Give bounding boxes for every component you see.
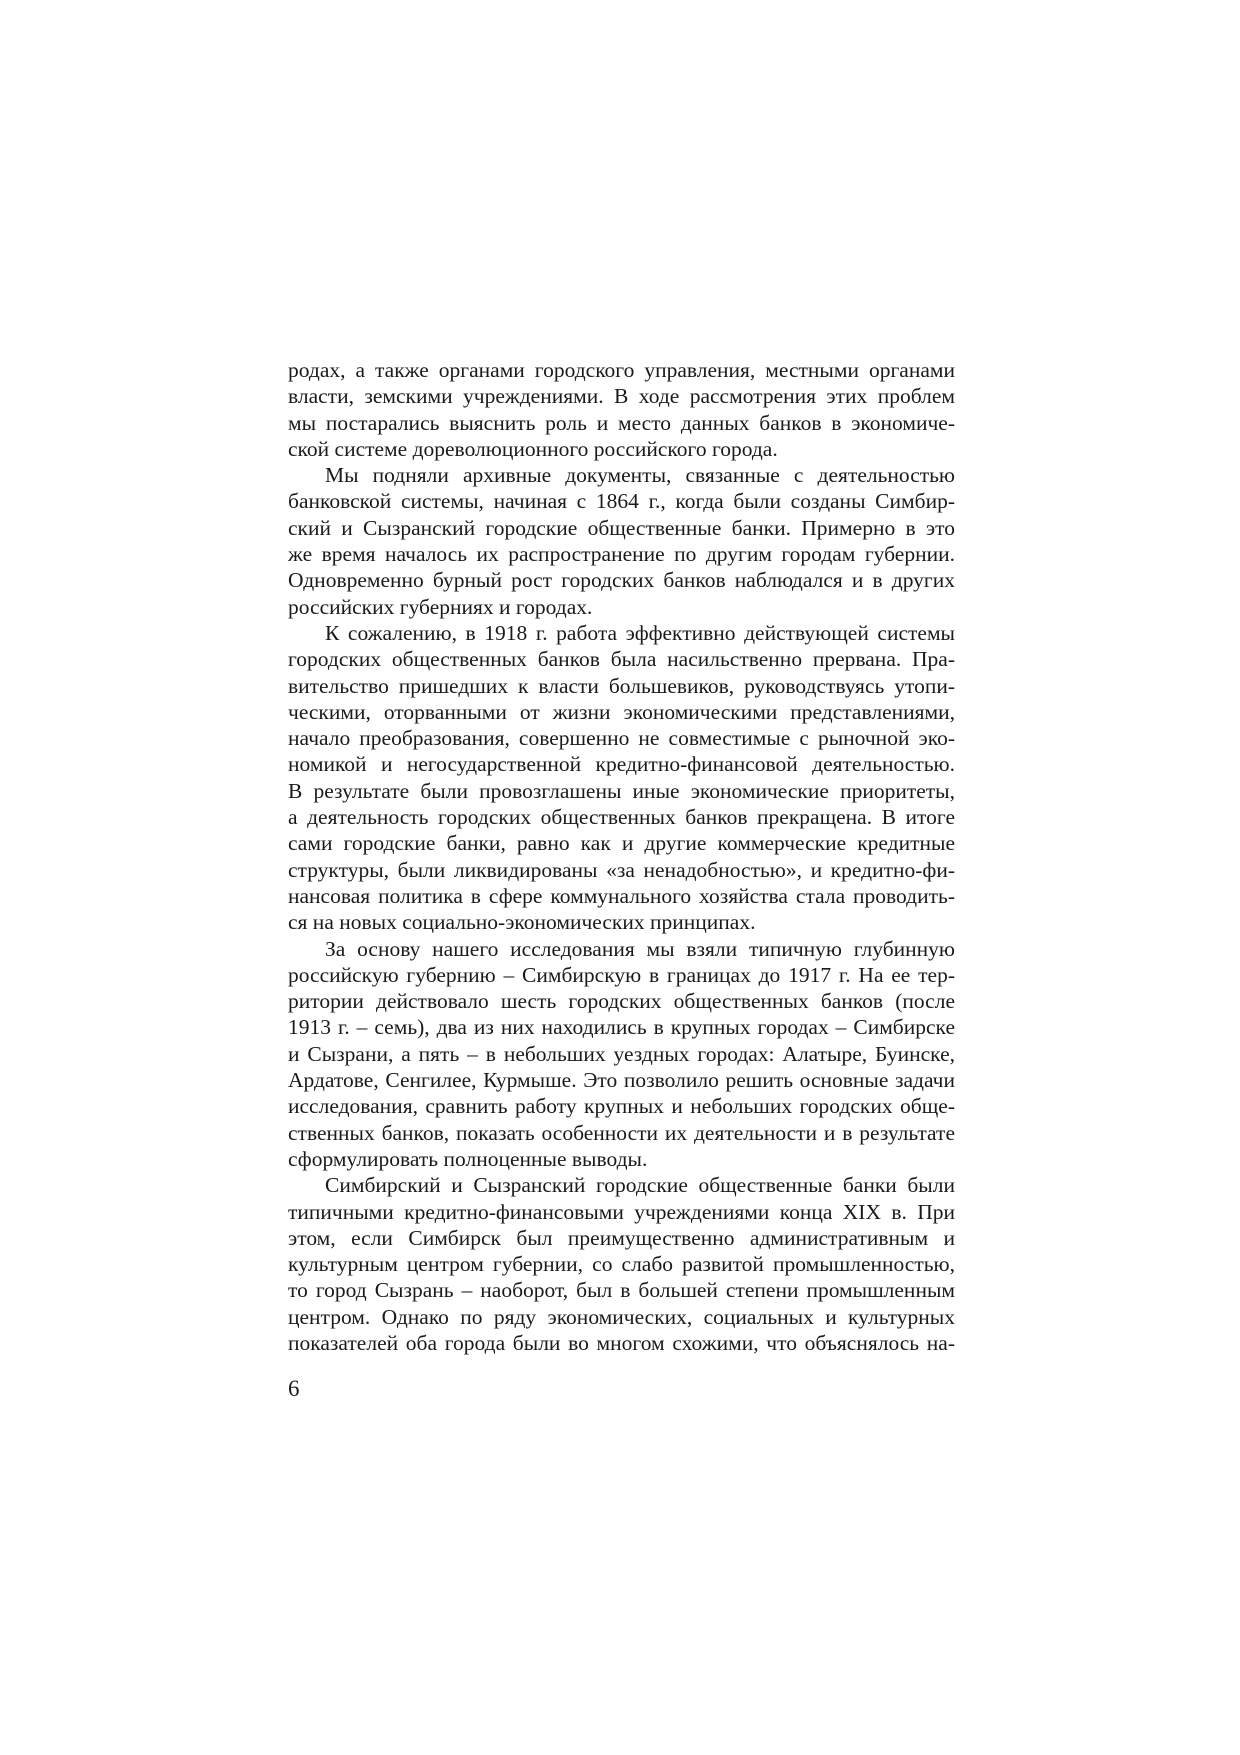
text-line: ритории действовало шесть городских общественных банков (после <box>288 989 955 1014</box>
text-line: а деятельность городских общественных банков прекращена. В итоге <box>288 805 955 830</box>
text-line: номикой и негосударственной кредитно-финансовой деятельностью. <box>288 752 955 777</box>
text-line: ся на новых социально-экономических принципах. <box>288 910 756 935</box>
text-line: банковской системы, начиная с 1864 г., когда были созданы Симбир- <box>288 489 955 514</box>
text-line: российскую губернию – Симбирскую в границах до 1917 г. На ее тер- <box>288 962 955 987</box>
text-line: культурным центром губернии, со слабо развитой промышленностью, <box>288 1252 955 1277</box>
text-line: родах, а также органами городского управления, местными органами <box>288 358 955 382</box>
text-line: вительство пришедших к власти большевиков, руководствуясь утопи- <box>288 673 955 698</box>
text-line: ский и Сызранский городские общественные банки. Примерно в это <box>288 515 955 540</box>
text-line: и Сызрани, а пять – в небольших уездных городах: Алатыре, Буинске, <box>288 1041 955 1066</box>
text-line: структуры, были ликвидированы «за ненадобностью», и кредитно-фи- <box>288 857 955 882</box>
text-line: российских губерниях и городах. <box>288 594 593 619</box>
text-line: ственных банков, показать особенности их деятельности и в результате <box>288 1120 955 1145</box>
text-line: типичными кредитно-финансовыми учреждениями конца XIX в. При <box>288 1199 955 1224</box>
text-line: Мы подняли архивные документы, связанные с деятельностью <box>325 463 955 488</box>
text-line: исследования, сравнить работу крупных и небольших городских обще- <box>288 1094 955 1119</box>
text-line: этом, если Симбирск был преимущественно административным и <box>288 1225 955 1250</box>
text-line: власти, земскими учреждениями. В ходе рассмотрения этих проблем <box>288 384 955 409</box>
text-line: сами городские банки, равно как и другие коммерческие кредитные <box>288 831 955 856</box>
text-line: же время началось их распространение по другим городам губернии. <box>288 542 955 567</box>
text-line: мы постарались выяснить роль и место данных банков в экономиче- <box>288 410 955 435</box>
text-line: Одновременно бурный рост городских банков наблюдался и в других <box>288 568 955 593</box>
text-line: Симбирский и Сызранский городские общественные банки были <box>325 1173 955 1198</box>
text-line: центром. Однако по ряду экономических, социальных и культурных <box>288 1304 955 1329</box>
text-line: то город Сызрань – наоборот, был в большей степени промышленным <box>288 1278 955 1303</box>
page-number: 6 <box>288 1376 300 1401</box>
text-line: ской системе дореволюционного российского города. <box>288 436 778 461</box>
text-line: К сожалению, в 1918 г. работа эффективно действующей системы <box>325 620 955 645</box>
text-line: сформулировать полноценные выводы. <box>288 1146 648 1171</box>
text-line: городских общественных банков была насильственно прервана. Пра- <box>288 647 955 672</box>
text-line: начало преобразования, совершенно не совместимые с рыночной эко- <box>288 726 955 751</box>
text-line: 1913 г. – семь), два из них находились в крупных городах – Симбирске <box>288 1015 955 1040</box>
text-line: Ардатове, Сенгилее, Курмыше. Это позволило решить основные задачи <box>288 1068 955 1093</box>
text-line: нансовая политика в сфере коммунального хозяйства стала проводить- <box>288 883 955 908</box>
text-line: ческими, оторванными от жизни экономическими представлениями, <box>288 699 955 724</box>
text-line: В результате были провозглашены иные экономические приоритеты, <box>288 778 955 803</box>
text-line: показателей оба города были во многом схожими, что объяснялось на- <box>288 1330 955 1355</box>
body-text <box>288 357 955 1356</box>
text-line: За основу нашего исследования мы взяли типичную глубинную <box>325 936 955 961</box>
